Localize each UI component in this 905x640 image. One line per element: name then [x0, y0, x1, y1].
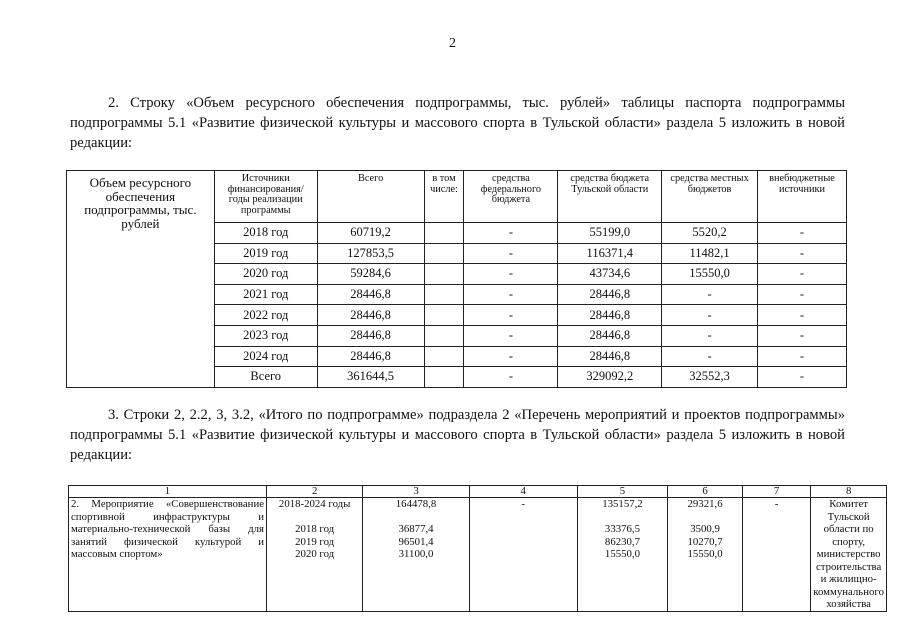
- header-federal: средства федерального бюджета: [464, 171, 558, 223]
- period-line: 2019 год: [295, 535, 335, 548]
- col-number: 4: [469, 486, 577, 498]
- extrabudget-cell: -: [758, 284, 847, 305]
- local-line: 29321,6: [687, 498, 723, 510]
- local-line: [670, 511, 740, 524]
- col-number: 3: [363, 486, 469, 498]
- extrabudget-line: -: [774, 498, 779, 510]
- year-cell: 2023 год: [214, 325, 317, 346]
- resource-table-header-row: [67, 171, 847, 223]
- local-cell: 11482,1: [662, 243, 758, 264]
- paragraph-2: [70, 405, 845, 465]
- extrabudget-cell: -: [758, 223, 847, 244]
- col-number: 2: [267, 486, 363, 498]
- page-number: 2: [449, 36, 456, 51]
- paragraph-1: [70, 93, 845, 153]
- total-cell: 361644,5: [317, 367, 424, 388]
- federal-cell: -: [464, 284, 558, 305]
- header-extrabudget: внебюджетные источники: [758, 171, 847, 223]
- extrabudget-cell: -: [758, 264, 847, 285]
- federal-cell: -: [464, 243, 558, 264]
- year-cell: 2021 год: [214, 284, 317, 305]
- total-cell: 28446,8: [317, 346, 424, 367]
- federal-line: -: [521, 498, 525, 510]
- federal-cell: [469, 498, 577, 612]
- measure-name-cell: 2. Мероприятие «Совершенствование спортивной инфраструктуры и материально-технической базы для занятий физической культурой и массовым спортом»: [69, 498, 267, 612]
- regional-cell: 43734,6: [558, 264, 662, 285]
- federal-cell: -: [464, 264, 558, 285]
- resource-table: [66, 170, 847, 388]
- local-line: 3500,9: [690, 523, 720, 535]
- including-cell: [424, 264, 464, 285]
- header-including: в том числе:: [424, 171, 464, 223]
- regional-cell: 28446,8: [558, 346, 662, 367]
- extrabudget-cell: -: [758, 325, 847, 346]
- including-cell: [424, 305, 464, 326]
- federal-cell: -: [464, 305, 558, 326]
- including-cell: [424, 325, 464, 346]
- federal-cell: -: [464, 367, 558, 388]
- federal-cell: -: [464, 346, 558, 367]
- year-cell: 2019 год: [214, 243, 317, 264]
- measures-table: [68, 485, 887, 612]
- total-line: 96501,4: [398, 535, 434, 548]
- regional-line: 86230,7: [604, 535, 641, 548]
- local-line: 15550,0: [687, 548, 723, 560]
- regional-line: 135157,2: [602, 498, 643, 510]
- local-cell: -: [662, 346, 758, 367]
- total-line: 36877,4: [398, 523, 434, 535]
- paragraph-2-text: 3. Строки 2, 2.2, 3, 3.2, «Итого по подпрограмме» подраздела 2 «Перечень мероприятий и проектов подпрограммы» подпрограммы 5.1 «Развитие физической культуры и массового спорта в Тульской области» раздела 5 изложить в новой редакции:: [70, 407, 845, 463]
- year-cell: 2020 год: [214, 264, 317, 285]
- local-cell: 15550,0: [662, 264, 758, 285]
- resource-label-cell: Объем ресурсного обеспечения подпрограммы, тыс. рублей: [67, 171, 215, 388]
- col-number: 7: [742, 486, 810, 498]
- including-cell: [424, 223, 464, 244]
- local-cell: [668, 498, 743, 612]
- paragraph-1-text: 2. Строку «Объем ресурсного обеспечения подпрограммы, тыс. рублей» таблицы паспорта подпрограммы подпрограммы 5.1 «Развитие физической культуры и массового спорта в Тульской области» раздела 5 изложить в новой редакции:: [70, 95, 845, 151]
- total-line: 31100,0: [398, 548, 434, 560]
- local-cell: 5520,2: [662, 223, 758, 244]
- year-cell: 2022 год: [214, 305, 317, 326]
- extrabudget-cell: -: [758, 346, 847, 367]
- total-cell: 59284,6: [317, 264, 424, 285]
- extrabudget-cell: -: [758, 243, 847, 264]
- local-line: 10270,7: [687, 535, 723, 548]
- col-number: 6: [668, 486, 743, 498]
- column-numbers-row: [69, 486, 887, 498]
- federal-cell: -: [464, 325, 558, 346]
- extrabudget-cell: -: [758, 305, 847, 326]
- header-total: Всего: [317, 171, 424, 223]
- regional-cell: 28446,8: [558, 325, 662, 346]
- regional-cell: 329092,2: [558, 367, 662, 388]
- executor-cell: Комитет Тульской области по спорту, министерство строительства и жилищно-коммунального хозяйства: [811, 498, 887, 612]
- period-line: 2018-2024 годы: [278, 498, 351, 510]
- header-sources: Источники финансирования/ годы реализации программы: [214, 171, 317, 223]
- regional-cell: 28446,8: [558, 305, 662, 326]
- total-cell: 28446,8: [317, 284, 424, 305]
- col-number: 5: [577, 486, 668, 498]
- total-cell: [363, 498, 469, 612]
- year-cell: 2018 год: [214, 223, 317, 244]
- regional-cell: 28446,8: [558, 284, 662, 305]
- year-cell: 2024 год: [214, 346, 317, 367]
- including-cell: [424, 367, 464, 388]
- year-cell: Всего: [214, 367, 317, 388]
- regional-line: 15550,0: [604, 548, 641, 560]
- including-cell: [424, 284, 464, 305]
- including-cell: [424, 243, 464, 264]
- extrabudget-cell: [742, 498, 810, 612]
- period-cell: [267, 498, 363, 612]
- regional-cell: [577, 498, 668, 612]
- total-cell: 28446,8: [317, 325, 424, 346]
- local-cell: 32552,3: [662, 367, 758, 388]
- regional-cell: 55199,0: [558, 223, 662, 244]
- local-cell: -: [662, 284, 758, 305]
- total-cell: 127853,5: [317, 243, 424, 264]
- period-line: [269, 511, 360, 524]
- regional-cell: 116371,4: [558, 243, 662, 264]
- total-line: [365, 511, 466, 524]
- total-cell: 60719,2: [317, 223, 424, 244]
- total-line: 164478,8: [395, 498, 437, 510]
- measure-row: [69, 498, 887, 612]
- including-cell: [424, 346, 464, 367]
- col-number: 1: [69, 486, 267, 498]
- period-line: 2020 год: [295, 548, 335, 560]
- header-regional: средства бюджета Тульской области: [558, 171, 662, 223]
- regional-line: 33376,5: [604, 523, 641, 535]
- local-cell: -: [662, 305, 758, 326]
- federal-cell: -: [464, 223, 558, 244]
- col-number: 8: [811, 486, 887, 498]
- extrabudget-cell: -: [758, 367, 847, 388]
- regional-line: [580, 511, 666, 524]
- local-cell: -: [662, 325, 758, 346]
- period-line: 2018 год: [295, 523, 335, 535]
- header-local: средства местных бюджетов: [662, 171, 758, 223]
- total-cell: 28446,8: [317, 305, 424, 326]
